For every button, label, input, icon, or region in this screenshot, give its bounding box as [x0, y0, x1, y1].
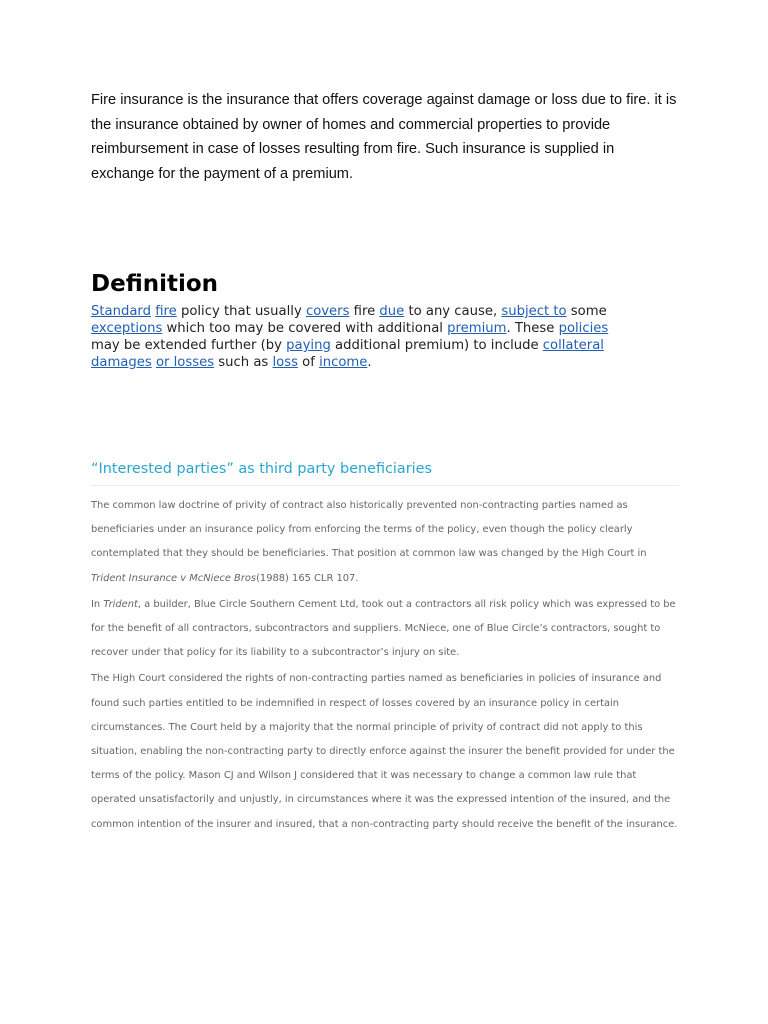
definition-text: of: [297, 355, 320, 370]
case-citation: Trident: [103, 598, 138, 610]
definition-text: which too may be covered with additional: [162, 321, 448, 336]
link-collateral-damages[interactable]: collateral damages: [91, 338, 604, 370]
definition-text: some: [566, 304, 607, 319]
section-paragraph-3: The High Court considered the rights of non-contracting parties named as beneficiaries in policies of insurance and found such parties entitled to be indemnified in respect of losses covered by an insurance policy in certain circumstances. The Court held by a majority that the normal principle of privity of contract did not apply to this situation, enabling the non-contracting party to directly enforce against the insurer the benefit provided for under the terms of the policy. Mason CJ and Wilson J considered that it was necessary to change a common law rule that operated unsatisfactorily and unjustly, in circumstances where it was the expressed intention of the insured, and the common intention of the insurer and insured, that a non-contracting party should receive the benefit of the insurance.: [91, 673, 678, 830]
link-covers[interactable]: covers: [305, 304, 350, 319]
definition-text: . These: [506, 321, 559, 336]
paragraph-text: , a builder, Blue Circle Southern Cement Ltd, took out a contractors all risk policy which was expressed to be for the benefit of all contractors, subcontractors and suppliers. McNiece, one of Blue Circle’s contractors, sought to recover under that policy for its liability to a subcontractor’s injury on site.: [91, 598, 676, 659]
link-paying[interactable]: paying: [286, 338, 331, 353]
definition-text: may be extended further (by: [91, 338, 287, 353]
paragraph-text: In: [91, 598, 104, 610]
link-premium[interactable]: premium: [447, 321, 507, 336]
link-or-losses[interactable]: or losses: [155, 355, 215, 370]
link-due[interactable]: due: [379, 304, 405, 319]
paragraph-text: The common law doctrine of privity of contract also historically prevented non-contracting parties named as beneficiaries under an insurance policy from enforcing the terms of the policy, even though the policy clearly contemplated that they should be beneficiaries. That position at common law was changed by the High Court in: [91, 500, 647, 560]
definition-text: policy that usually: [176, 304, 306, 319]
definition-heading: Definition: [91, 271, 219, 297]
section-body: [91, 494, 681, 839]
section-paragraph-1: [91, 494, 681, 591]
link-income[interactable]: income: [319, 355, 368, 370]
paragraph-text: (1988) 165 CLR 107.: [256, 572, 359, 584]
section-divider: [91, 485, 679, 486]
case-citation: Trident Insurance v McNiece Bros: [91, 572, 257, 584]
section-paragraph-2: [91, 593, 681, 666]
link-fire[interactable]: fire: [155, 304, 177, 319]
link-policies[interactable]: policies: [558, 321, 609, 336]
definition-paragraph: [91, 303, 631, 371]
definition-text: additional premium) to include: [330, 338, 543, 353]
section-heading: “Interested parties” as third party beneficiaries: [91, 461, 433, 477]
link-loss[interactable]: loss: [272, 355, 298, 370]
intro-paragraph: Fire insurance is the insurance that offers coverage against damage or loss due to fire. it is the insurance obtained by owner of homes and commercial properties to provide reimbursement in case of losses resulting from fire. Such insurance is supplied in exchange for the payment of a premium.: [91, 92, 677, 182]
definition-text: .: [367, 355, 372, 370]
link-standard[interactable]: Standard: [91, 304, 151, 319]
definition-text: such as: [214, 355, 273, 370]
definition-text: fire: [349, 304, 380, 319]
definition-text: to any cause,: [404, 304, 502, 319]
link-exceptions[interactable]: exceptions: [91, 321, 163, 336]
link-subject-to[interactable]: subject to: [501, 304, 567, 319]
